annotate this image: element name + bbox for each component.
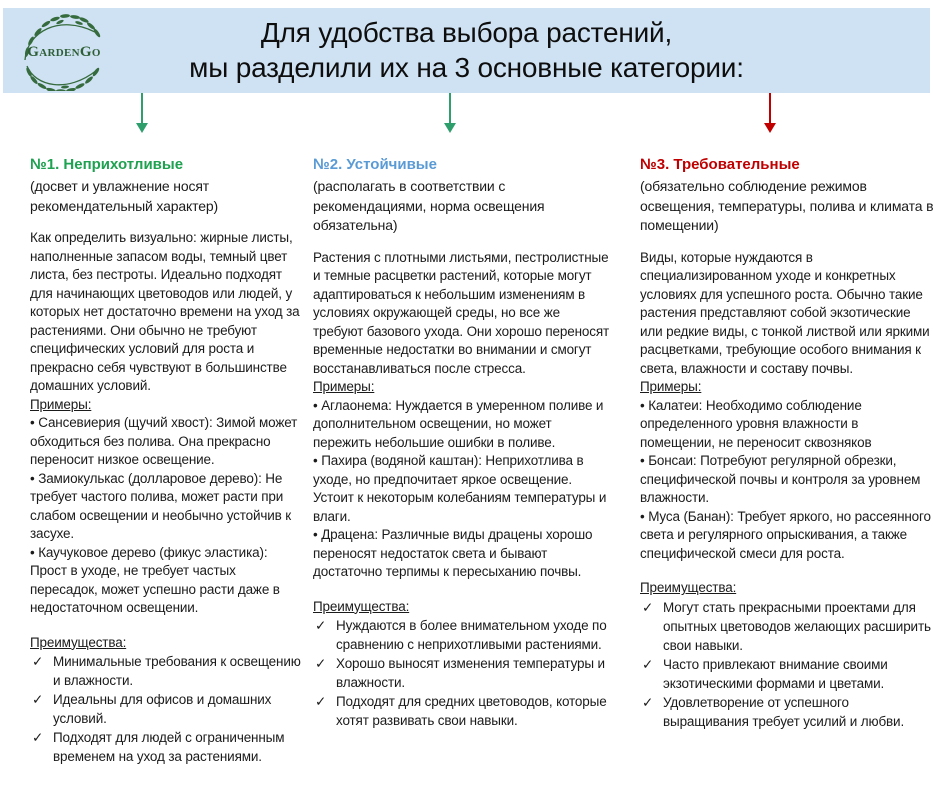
example-item: • Аглаонема: Нуждается в умеренном поливе и дополнительном освещении, но может пережить небольшие ошибки в поливе. (313, 397, 612, 453)
category-column (640, 155, 933, 731)
advantage-item: ✓ Подходят для людей с ограниченным временем на уход за растениями. (30, 728, 306, 766)
advantage-item: ✓ Хорошо выносят изменения температуры и влажности. (313, 654, 612, 692)
examples-list (30, 414, 306, 618)
advantage-item: ✓ Идеальны для офисов и домашних условий. (30, 690, 306, 728)
examples-label: Примеры: (30, 396, 92, 412)
advantage-item: ✓ Подходят для средних цветоводов, которые хотят развивать свои навыки. (313, 692, 612, 730)
category-description: Виды, которые нуждаются в специализированном уходе и конкретных условиях для успешного роста. Обычно такие растения представляют собой экзотические или редкие виды, с тонкой листвой или яркими расцветками, требующие особого внимания к света, влажности и составу почвы. (640, 249, 930, 376)
example-item: • Каучуковое дерево (фикус эластика): Прост в уходе, не требует частых пересадок, может успешно расти даже в недостаточном освещении. (30, 544, 306, 618)
example-item: • Пахира (водяной каштан): Неприхотлива в уходе, но предпочитает яркое освещение. Устоит к некоторым колебаниям температуры и влаги. (313, 452, 612, 526)
example-item: • Замиокулькас (долларовое дерево): Не требует частого полива, может расти при слабом освещении и необычно устойчив к засухе. (30, 470, 306, 544)
advantage-item: ✓ Удовлетворение от успешного выращивания требует усилий и любви. (640, 693, 933, 731)
header-banner (3, 8, 930, 93)
category-heading: №1. Неприхотливые (30, 156, 184, 173)
page-title-line-1: Для удобства выбора растений, (260, 17, 673, 48)
advantage-item: ✓ Могут стать прекрасными проектами для опытных цветоводов желающих расширить свои навыки. (640, 598, 933, 655)
examples-list (640, 397, 933, 564)
page-title-line-2: мы разделили их на 3 основные категории: (189, 52, 744, 83)
advantages-list (640, 598, 933, 731)
category-subtitle: (обязательно соблюдение режимов освещения, температуры, полива и климата в помещении) (640, 178, 933, 233)
example-item: • Драцена: Различные виды драцены хорошо переносят недостаток света и бывают достаточно терпимы к пересыханию почвы. (313, 526, 612, 582)
category-description: Как определить визуально: жирные листы, наполненные запасом воды, темный цвет листа, без пестроты. Идеально подходят для начинающих цветоводов или людей, у которых нет достаточно времени на уход за растениями. Они обычно не требуют специфических условий для роста и прекрасно себя чувствуют в большинстве домашних условий. (30, 230, 300, 393)
category-description: Растения с плотными листьями, пестролистные и темные расцветки растений, которые могут адаптироваться к небольшим изменениям в условиях окружающей среды, но все же требуют базового ухода. Они хорошо переносят временные недостатки во внимании и смогут восстанавливаться после стресса. (313, 249, 610, 376)
arrow-head (136, 123, 148, 133)
arrow-head (444, 123, 456, 133)
columns-row (0, 155, 933, 766)
arrow-stem (449, 93, 451, 123)
arrow-down-icon (444, 93, 456, 133)
category-column (313, 155, 612, 730)
category-subtitle: (досвет и увлажнение носят рекомендательный характер) (30, 178, 219, 214)
advantages-label: Преимущества: (640, 580, 737, 595)
advantage-item: ✓ Часто привлекают внимание своими экзотическими формами и цветами. (640, 655, 933, 693)
example-item: • Сансевиерия (щучий хвост): Зимой может обходиться без полива. Она прекрасно переносит низкое освещение. (30, 414, 306, 470)
examples-label: Примеры: (640, 379, 702, 394)
example-item: • Бонсаи: Потребуют регулярной обрезки, специфической почвы и контроля за уровнем влажности. (640, 452, 933, 508)
advantages-label: Преимущества: (313, 598, 410, 614)
arrow-head (764, 123, 776, 133)
arrow-stem (769, 93, 771, 123)
arrow-down-icon (764, 93, 776, 133)
advantage-item: ✓ Нуждаются в более внимательном уходе по сравнению с неприхотливыми растениями. (313, 616, 612, 654)
example-item: • Калатеи: Необходимо соблюдение определенного уровня влажности в помещении, не переносит сквозняков (640, 397, 933, 453)
examples-list (313, 397, 612, 582)
arrow-stem (141, 93, 143, 123)
category-column (30, 155, 306, 766)
advantage-item: ✓ Минимальные требования к освещению и влажности. (30, 652, 306, 690)
advantages-list (30, 652, 306, 766)
advantages-label: Преимущества: (30, 634, 127, 650)
example-item: • Муса (Банан): Требует яркого, но рассеянного света и регулярного опрыскивания, а также специфической смеси для роста. (640, 508, 933, 564)
category-heading: №3. Требовательные (640, 156, 800, 173)
examples-label: Примеры: (313, 379, 375, 394)
arrow-down-icon (136, 93, 148, 133)
logo-text: GardenGo (27, 44, 101, 60)
category-heading: №2. Устойчивые (313, 156, 437, 173)
advantages-list (313, 616, 612, 730)
category-subtitle: (располагать в соответствии с рекомендациями, норма освещения обязательна) (313, 178, 545, 233)
page-title (3, 15, 930, 85)
